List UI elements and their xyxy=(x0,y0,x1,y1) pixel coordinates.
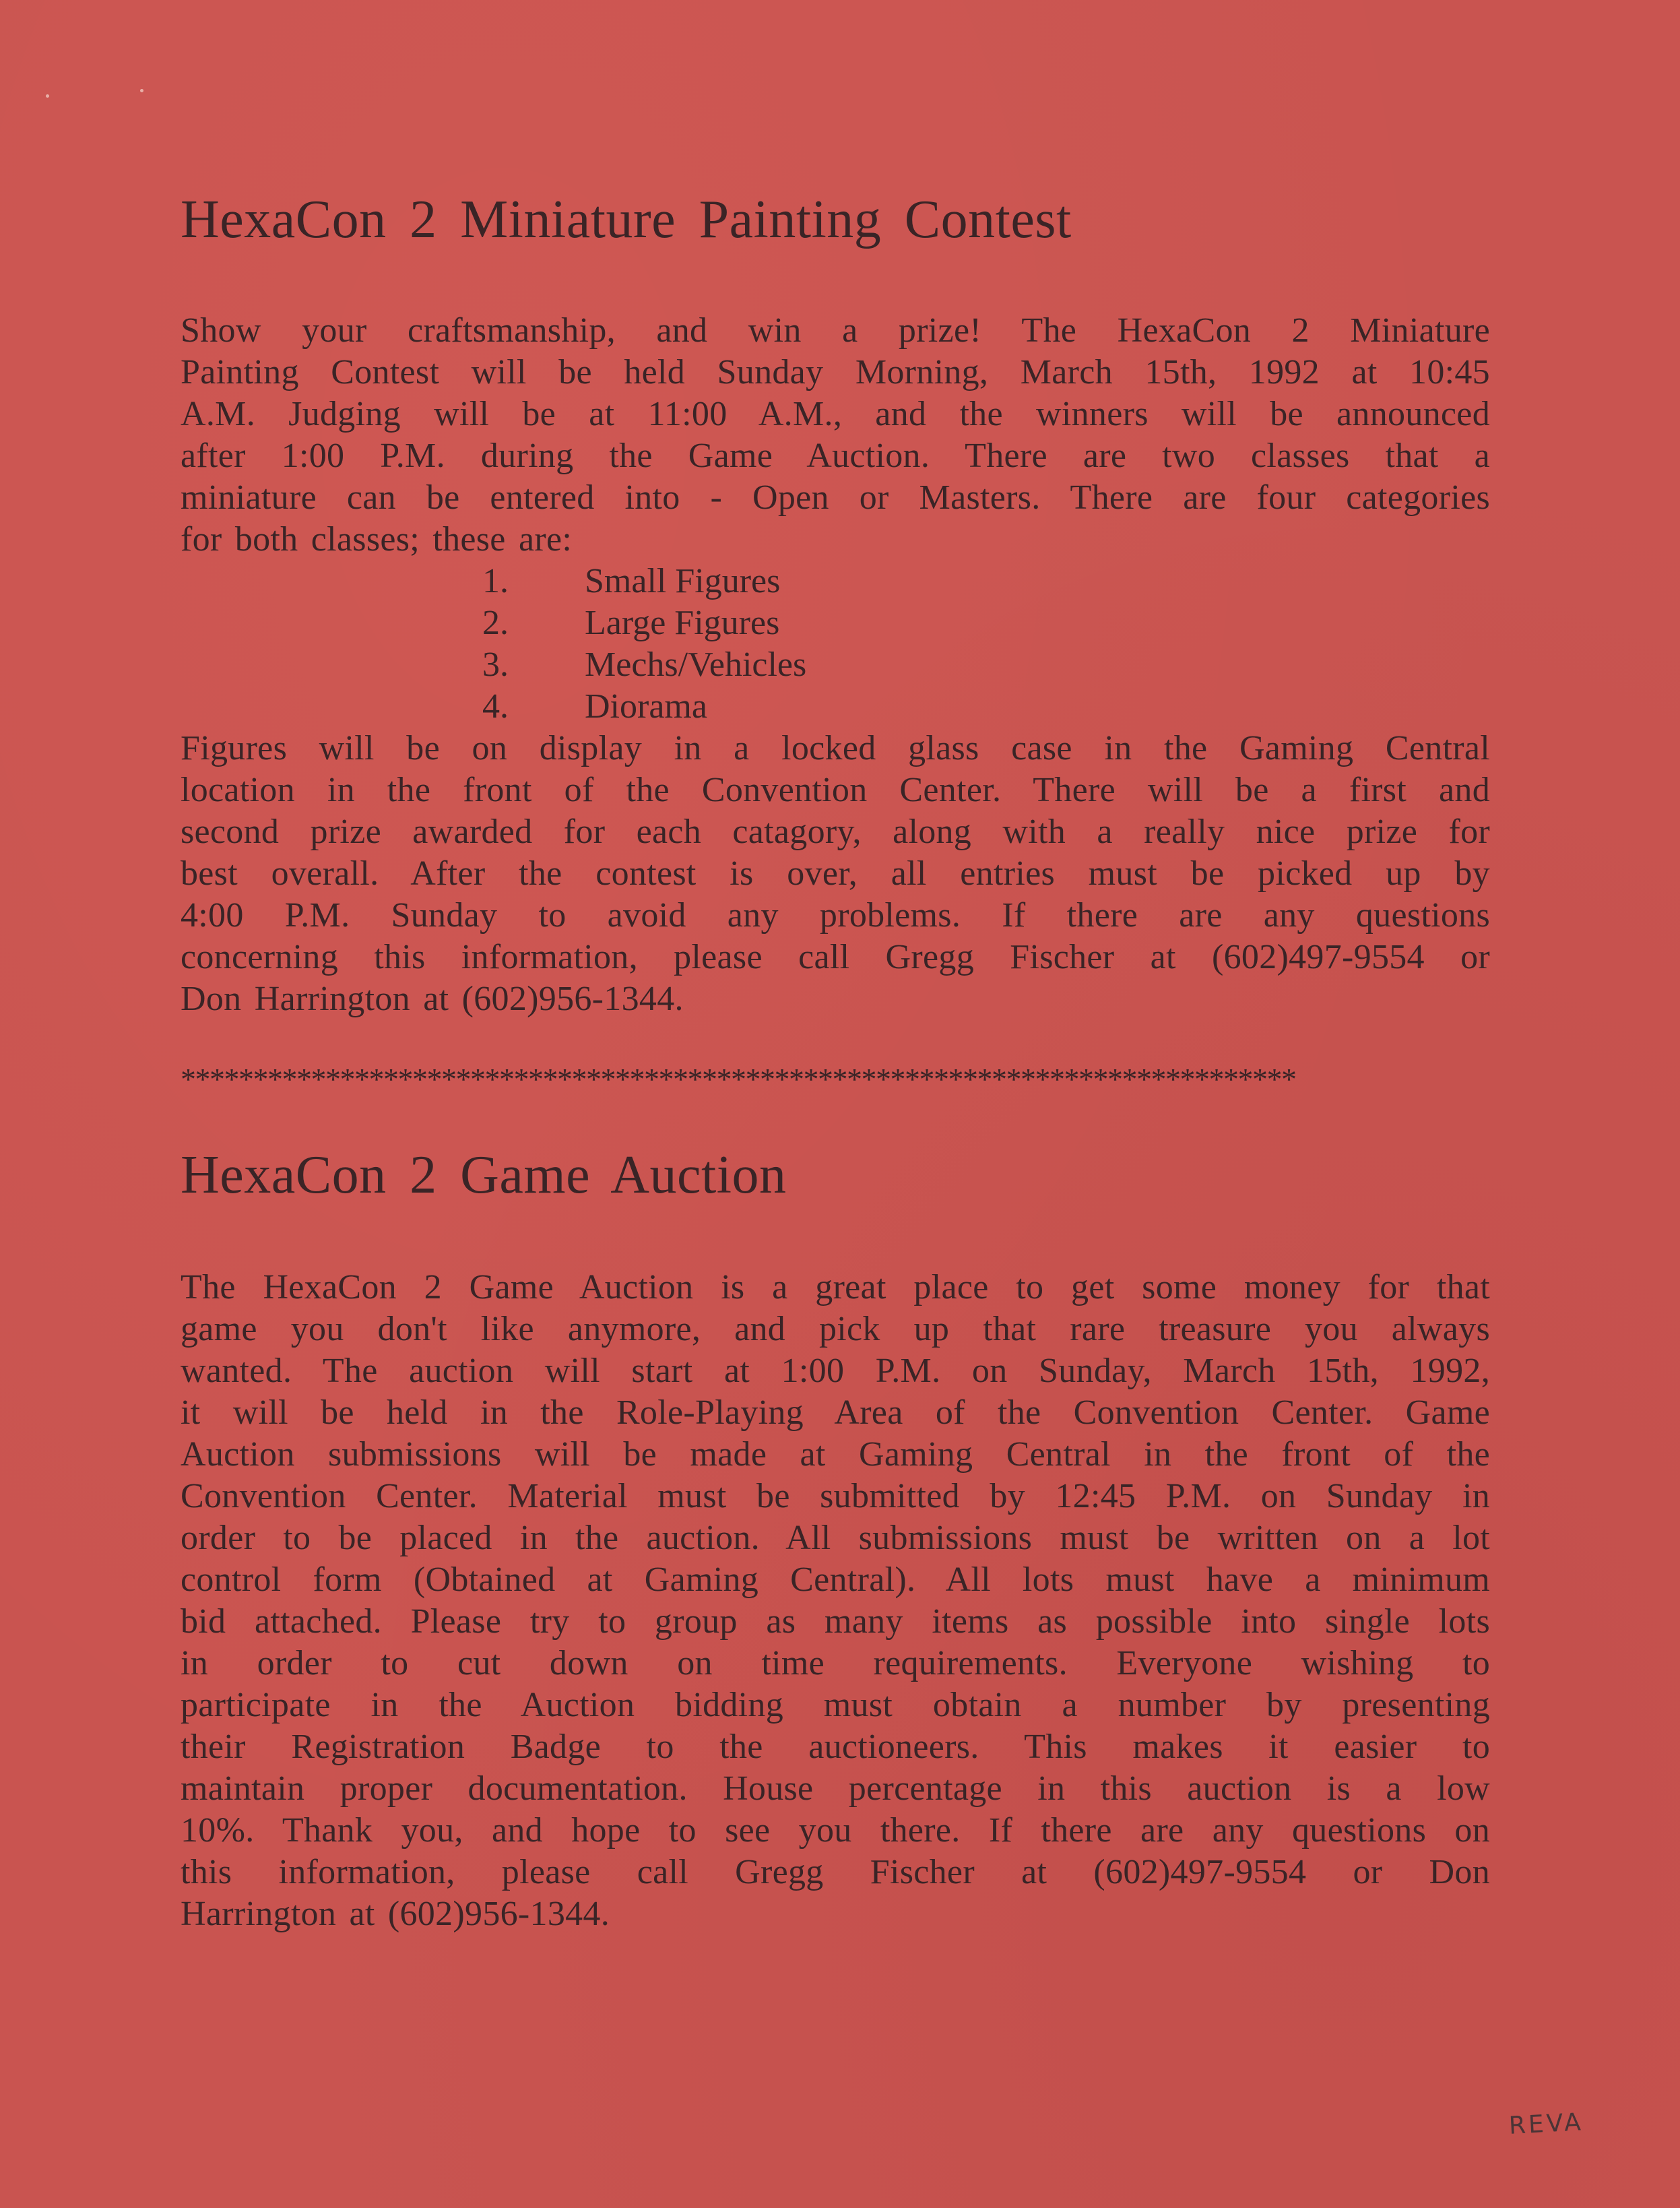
list-item-label: Diorama xyxy=(585,687,707,726)
list-item-number: 4. xyxy=(482,687,509,726)
paper-speck xyxy=(140,89,143,92)
contest-detail-line: best overall. After the contest is over, all entries must be picked up by xyxy=(181,854,1490,893)
list-item-label: Mechs/Vehicles xyxy=(585,645,807,684)
list-item xyxy=(482,644,806,686)
contest-intro-line: after 1:00 P.M. during the Game Auction. There are two classes that a xyxy=(181,437,1490,475)
auction-line: this information, please call Gregg Fischer at (602)497-9554 or Don xyxy=(181,1853,1490,1891)
contest-detail-line: concerning this information, please call Gregg Fischer at (602)497-9554 or xyxy=(181,938,1490,976)
auction-line: game you don't like anymore, and pick up that rare treasure you always xyxy=(181,1310,1490,1348)
list-item xyxy=(482,561,780,602)
auction-line: wanted. The auction will start at 1:00 P.M. on Sunday, March 15th, 1992, xyxy=(181,1352,1490,1390)
auction-line: in order to cut down on time requirements. Everyone wishing to xyxy=(181,1644,1490,1682)
contest-detail-line: Don Harrington at (602)956-1344. xyxy=(181,980,684,1018)
contest-detail-line: 4:00 P.M. Sunday to avoid any problems. If there are any questions xyxy=(181,896,1490,935)
contest-detail-line: location in the front of the Convention Center. There will be a first and xyxy=(181,771,1490,809)
auction-title: HexaCon 2 Game Auction xyxy=(181,1145,787,1205)
auction-line: participate in the Auction bidding must obtain a number by presenting xyxy=(181,1686,1490,1724)
list-item-number: 3. xyxy=(482,645,509,684)
list-item xyxy=(482,686,707,728)
contest-intro-line: A.M. Judging will be at 11:00 A.M., and the winners will be announced xyxy=(181,395,1490,433)
auction-line: their Registration Badge to the auctioneers. This makes it easier to xyxy=(181,1728,1490,1766)
list-item-number: 2. xyxy=(482,604,509,642)
list-item-number: 1. xyxy=(482,562,509,600)
auction-line: Harrington at (602)956-1344. xyxy=(181,1895,610,1933)
auction-line: The HexaCon 2 Game Auction is a great place to get some money for that xyxy=(181,1268,1490,1306)
contest-detail-line: Figures will be on display in a locked glass case in the Gaming Central xyxy=(181,729,1490,767)
auction-line: maintain proper documentation. House percentage in this auction is a low xyxy=(181,1769,1490,1808)
auction-line: 10%. Thank you, and hope to see you there. If there are any questions on xyxy=(181,1811,1490,1850)
asterisk-divider: ***************************************************************************** xyxy=(181,1066,1296,1093)
list-item xyxy=(482,602,779,644)
contest-intro-line: Painting Contest will be held Sunday Morning, March 15th, 1992 at 10:45 xyxy=(181,353,1490,391)
contest-intro-line: for both classes; these are: xyxy=(181,520,573,559)
auction-line: bid attached. Please try to group as many items as possible into single lots xyxy=(181,1602,1490,1641)
handwritten-initials: REVA xyxy=(1508,2108,1584,2140)
auction-line: Convention Center. Material must be submitted by 12:45 P.M. on Sunday in xyxy=(181,1477,1490,1515)
auction-line: Auction submissions will be made at Gaming Central in the front of the xyxy=(181,1435,1490,1474)
contest-intro-line: miniature can be entered into - Open or Masters. There are four categories xyxy=(181,478,1490,517)
contest-detail-line: second prize awarded for each catagory, along with a really nice prize for xyxy=(181,813,1490,851)
paper-speck xyxy=(46,94,49,98)
list-item-label: Small Figures xyxy=(585,562,781,600)
contest-intro-line: Show your craftsmanship, and win a prize! The HexaCon 2 Miniature xyxy=(181,311,1490,350)
auction-line: order to be placed in the auction. All submissions must be written on a lot xyxy=(181,1519,1490,1557)
contest-title: HexaCon 2 Miniature Painting Contest xyxy=(181,190,1072,249)
auction-line: control form (Obtained at Gaming Central). All lots must have a minimum xyxy=(181,1560,1490,1599)
auction-line: it will be held in the Role-Playing Area of the Convention Center. Game xyxy=(181,1393,1490,1432)
list-item-label: Large Figures xyxy=(585,604,780,642)
